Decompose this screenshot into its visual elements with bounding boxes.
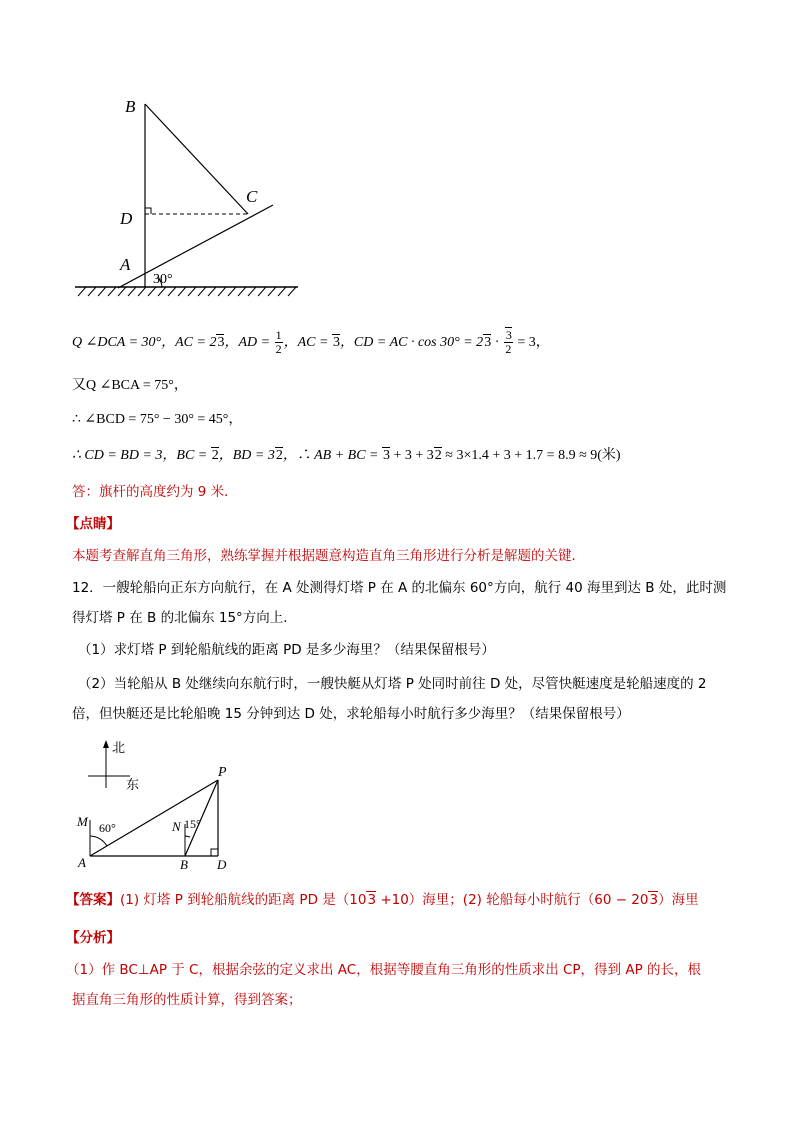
ground-hatching <box>78 287 296 296</box>
label-b: B <box>125 97 136 116</box>
right-angle-mark <box>145 208 151 214</box>
label-a2: A <box>78 855 86 870</box>
final-answer: 答：旗杆的高度约为 9 米． <box>72 484 238 500</box>
north-arrow <box>103 740 109 748</box>
analysis-line-1: （1）作 BC⊥AP 于 C，根据余弦的定义求出 AC，根据等腰直角三角形的性质求出 CP，得到 AP 的长，根 <box>66 962 702 978</box>
figure-flagpole-diagram <box>70 92 305 302</box>
angle-60-label: 60° <box>99 821 116 835</box>
q12-part-2-line-2: 倍，但快艇还是比轮船晚 15 分钟到达 D 处，求轮船每小时航行多少海里？（结果保留根号） <box>72 706 630 722</box>
fraction-sqrt3-over-2: $\frac{3}{2}$ <box>505 328 512 357</box>
label-c: C <box>246 187 258 206</box>
label-m: M <box>77 814 88 829</box>
label-angle: 30° <box>153 272 173 287</box>
figure-lighthouse-diagram <box>72 736 242 874</box>
label-d: D <box>120 209 133 228</box>
east-label: 东 <box>126 777 140 792</box>
angle-15-label: 15° <box>184 817 201 831</box>
label-p: P <box>218 765 227 780</box>
arc-15 <box>185 836 190 837</box>
solution-line-4: ∴ CD = BD = 3，BC = 2，BD = 32，∴ AB + BC = 3 + 3 + 32 ≈ 3×1.4 + 3 + 1.7 = 8.9 ≈ 9(米) <box>72 448 621 463</box>
fraction-half: $\frac{1}{2}$ <box>275 328 282 357</box>
q12-part-2-line-1: （2）当轮船从 B 处继续向东航行时，一艘快艇从灯塔 P 处同时前往 D 处，尽管快艇速度是轮船速度的 2 <box>78 676 707 692</box>
right-angle-d <box>211 849 218 856</box>
line-bc <box>145 104 248 214</box>
dianjing-text: 本题考查解直角三角形，熟练掌握并根据题意构造直角三角形进行分析是解题的关键． <box>72 548 585 564</box>
north-label: 北 <box>112 740 126 755</box>
q12-line-1: 12．一艘轮船向正东方向航行，在 A 处测得灯塔 P 在 A 的北偏东 60°方向，航行 40 海里到达 B 处，此时测 <box>72 580 727 596</box>
solution-line-2: 又Q ∠BCA = 75°， <box>72 378 188 393</box>
q12-part-1: （1）求灯塔 P 到轮船航线的距离 PD 是多少海里？（结果保留根号） <box>78 642 495 658</box>
solution-line-3: ∴ ∠BCD = 75° − 30° = 45°， <box>72 412 243 427</box>
label-b2: B <box>180 857 188 872</box>
analysis-heading: 【分析】 <box>66 930 120 946</box>
dianjing-heading: 【点睛】 <box>66 516 120 532</box>
label-a: A <box>120 255 131 274</box>
arc-60 <box>90 836 107 846</box>
solution-line-1: Q ∠DCA = 30°，AC = 23，AD = $\frac{1}{2}$ ，AC = 3，CD = AC · cos 30° = 23 · $\frac{3}{2}$ = 3， <box>72 328 550 357</box>
label-d2: D <box>217 857 227 872</box>
q12-line-2: 得灯塔 P 在 B 的北偏东 15°方向上． <box>72 610 297 626</box>
slope-line <box>118 205 273 288</box>
answer-12: 【答案】(1) 灯塔 P 到轮船航线的距离 PD 是（103 +10）海里；(2) 轮船每小时航行（60 − 203）海里 <box>66 892 699 908</box>
label-n: N <box>172 819 181 834</box>
analysis-line-2: 据直角三角形的性质计算，得到答案； <box>72 992 302 1008</box>
